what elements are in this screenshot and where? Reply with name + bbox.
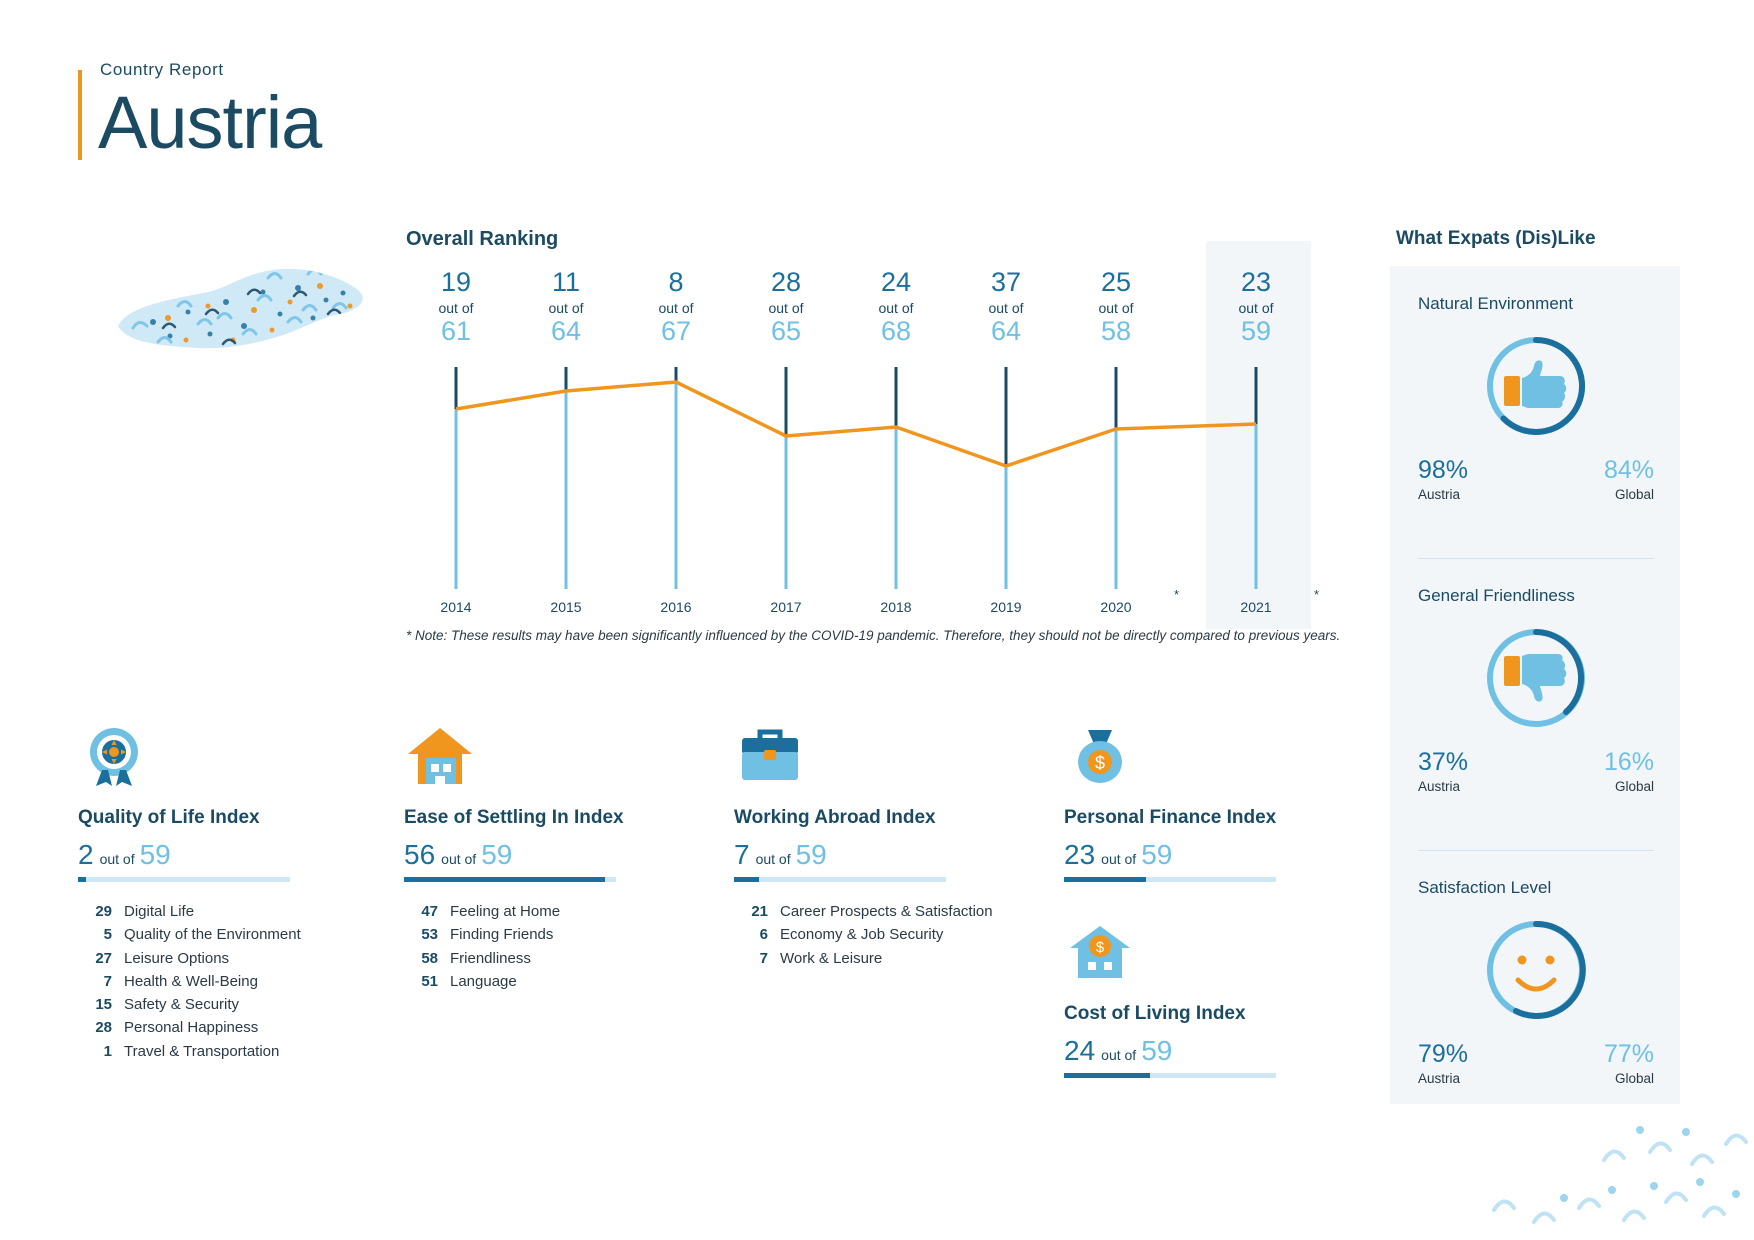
briefcase-icon [734,724,806,788]
index-score [734,839,1024,871]
x-tick-2021-star: * [1314,587,1320,602]
sub-label: Health & Well-Being [124,972,258,990]
total-value: 59 [1240,316,1272,346]
index-rank: 2 [78,839,94,870]
index-block-ease-of-settling-in [404,724,654,993]
index-progress-fill [404,877,605,882]
list-item [734,900,1024,923]
local-label: Austria [1418,1071,1461,1086]
index-total: 59 [481,839,513,870]
index-block-cost-of-living [1064,920,1314,1078]
out-of-label: out of [768,300,804,316]
decorative-pattern [1454,1090,1754,1240]
sub-rank: 7 [759,949,768,967]
svg-text:$: $ [1094,753,1106,773]
sub-label: Economy & Job Security [780,926,944,944]
index-rank: 56 [404,839,436,870]
sub-label: Friendliness [450,949,531,967]
sub-rank: 5 [103,926,112,944]
out-of-label: out of [438,300,474,316]
total-value: 58 [1100,316,1132,346]
sub-rank: 27 [95,949,112,967]
index-progress-track [1064,877,1276,882]
sub-rank: 58 [421,949,438,967]
list-item [404,900,654,923]
report-kicker: Country Report [100,60,224,79]
expat-block-title: Satisfaction Level [1418,878,1552,897]
sub-label: Quality of the Environment [124,926,301,944]
expat-block-general-friendliness [1418,586,1654,794]
index-rank: 24 [1064,1035,1096,1066]
money-bag-icon [1064,724,1136,788]
x-tick-2020-star: * [1174,587,1180,602]
index-score [78,839,328,871]
global-percent: 16% [1603,748,1654,776]
index-progress-track [78,877,290,882]
index-progress-fill [1064,1073,1150,1078]
list-item [78,993,328,1016]
index-score [1064,1035,1314,1067]
global-percent: 77% [1603,1040,1654,1068]
index-block-working-abroad [734,724,1024,970]
list-item [404,947,654,970]
ranking-year-2020 [1056,269,1176,345]
rank-value: 23 [1240,267,1272,297]
thumbs-up-icon [1470,328,1602,446]
global-label: Global [1614,1071,1654,1086]
section-title-overall-ranking: Overall Ranking [406,228,559,250]
index-sub-list [78,900,328,1063]
list-item [78,923,328,946]
list-item [734,947,1024,970]
out-of-label: out of [878,300,914,316]
x-tick-2020: 2020 [1100,599,1132,615]
sub-label: Finding Friends [450,926,554,944]
local-percent: 98% [1418,456,1469,484]
sub-rank: 47 [421,903,438,920]
house-icon [404,724,476,788]
sub-label: Feeling at Home [450,903,561,920]
expat-stats [1418,1040,1654,1086]
sub-rank: 51 [421,972,438,990]
local-label: Austria [1418,779,1461,794]
overall-ranking-section [406,228,1356,629]
index-score [404,839,654,871]
sub-rank: 29 [95,903,112,920]
sub-label: Leisure Options [124,949,230,967]
out-of-label: out of [441,851,477,867]
index-rank: 23 [1064,839,1096,870]
index-progress-track [1064,1073,1276,1078]
list-item [78,970,328,993]
x-tick-2018: 2018 [880,599,912,615]
page-header [78,60,322,164]
overall-ranking-chart [406,269,1356,629]
index-total: 59 [1141,839,1173,870]
ranking-year-2017 [726,269,846,345]
thumbs-down-icon [1470,620,1602,738]
index-title: Working Abroad Index [734,807,936,828]
index-title: Personal Finance Index [1064,807,1277,828]
index-progress-fill [78,877,86,882]
index-title: Ease of Settling In Index [404,807,624,828]
x-tick-2014: 2014 [440,599,472,615]
rank-value: 11 [551,267,581,297]
list-item [404,923,654,946]
index-total: 59 [795,839,827,870]
index-title: Cost of Living Index [1064,1003,1246,1024]
index-score [1064,839,1314,871]
medal-badge-icon [78,724,150,788]
rank-value: 24 [880,267,912,297]
x-tick-2021: 2021 [1240,599,1272,615]
index-progress-fill [734,877,759,882]
index-total: 59 [139,839,171,870]
list-item [78,947,328,970]
index-block-personal-finance [1064,724,1314,882]
smiley-icon [1470,912,1602,1030]
index-title: Quality of Life Index [78,807,260,828]
index-rank: 7 [734,839,750,870]
local-percent: 37% [1418,748,1469,776]
out-of-label: out of [755,851,791,867]
index-progress-track [734,877,946,882]
total-value: 64 [990,316,1022,346]
expat-stats [1418,456,1654,502]
global-label: Global [1614,487,1654,502]
rank-value: 19 [440,267,472,297]
x-tick-2016: 2016 [660,599,692,615]
ranking-year-2015 [506,269,626,345]
rank-value: 37 [990,267,1022,297]
list-item [78,1040,328,1063]
total-value: 61 [440,316,472,346]
x-tick-2015: 2015 [550,599,582,615]
global-label: Global [1614,779,1654,794]
list-item [78,900,328,923]
out-of-label: out of [548,300,584,316]
total-value: 68 [880,316,912,346]
sub-label: Language [450,972,517,990]
bank-dollar-icon [1064,920,1136,984]
expat-block-satisfaction-level [1418,878,1654,1086]
total-value: 65 [770,316,802,346]
total-value: 67 [660,316,692,346]
global-percent: 84% [1603,456,1654,484]
sub-rank: 1 [103,1042,112,1060]
out-of-label: out of [658,300,694,316]
page-title: Austria [98,81,322,164]
rank-value: 28 [770,267,802,297]
sub-rank: 6 [759,926,768,944]
ranking-year-2014 [396,269,516,345]
local-percent: 79% [1418,1040,1469,1068]
list-item [78,1016,328,1039]
index-sub-list [404,900,654,993]
ranking-year-2019 [946,269,1066,345]
index-total: 59 [1141,1035,1173,1066]
sub-label: Travel & Transportation [124,1042,280,1060]
local-label: Austria [1418,487,1461,502]
ranking-year-2016 [616,269,736,345]
list-item [404,970,654,993]
header-accent-bar [78,70,82,160]
expat-block-natural-environment [1418,294,1654,502]
sub-rank: 28 [95,1019,112,1037]
list-item [734,923,1024,946]
ranking-year-2021 [1196,269,1316,345]
index-progress-fill [1064,877,1146,882]
sub-label: Career Prospects & Satisfaction [780,903,993,920]
expat-block-title: Natural Environment [1418,294,1573,313]
sub-rank: 21 [751,903,768,920]
out-of-label: out of [1238,300,1274,316]
out-of-label: out of [99,851,135,867]
expat-block-title: General Friendliness [1418,586,1575,605]
sub-label: Personal Happiness [124,1019,259,1037]
total-value: 64 [550,316,582,346]
index-sub-list [734,900,1024,970]
panel-divider [1418,850,1654,851]
covid-note: * Note: These results may have been significantly influenced by the COVID-19 pandemic. Therefore, they should not be directly compared to previous years. [406,628,1341,643]
out-of-label: out of [988,300,1024,316]
x-tick-2017: 2017 [770,599,802,615]
index-block-quality-of-life [78,724,328,1063]
sub-label: Safety & Security [124,996,240,1013]
out-of-label: out of [1101,851,1137,867]
sub-rank: 7 [103,972,112,990]
out-of-label: out of [1098,300,1134,316]
panel-divider [1418,558,1654,559]
x-tick-2019: 2019 [990,599,1022,615]
expats-panel [1390,266,1680,1104]
sub-label: Digital Life [124,903,195,920]
sub-rank: 53 [421,926,438,944]
rank-value: 8 [668,267,684,297]
out-of-label: out of [1101,1047,1137,1063]
expat-stats [1418,748,1654,794]
section-title-what-expats-like: What Expats (Dis)Like [1396,228,1596,249]
index-progress-track [404,877,616,882]
svg-text:$: $ [1095,939,1105,956]
ranking-year-2018 [836,269,956,345]
rank-value: 25 [1100,267,1132,297]
sub-rank: 15 [95,996,112,1013]
country-map-illustration [58,248,388,368]
sub-label: Work & Leisure [780,949,883,967]
